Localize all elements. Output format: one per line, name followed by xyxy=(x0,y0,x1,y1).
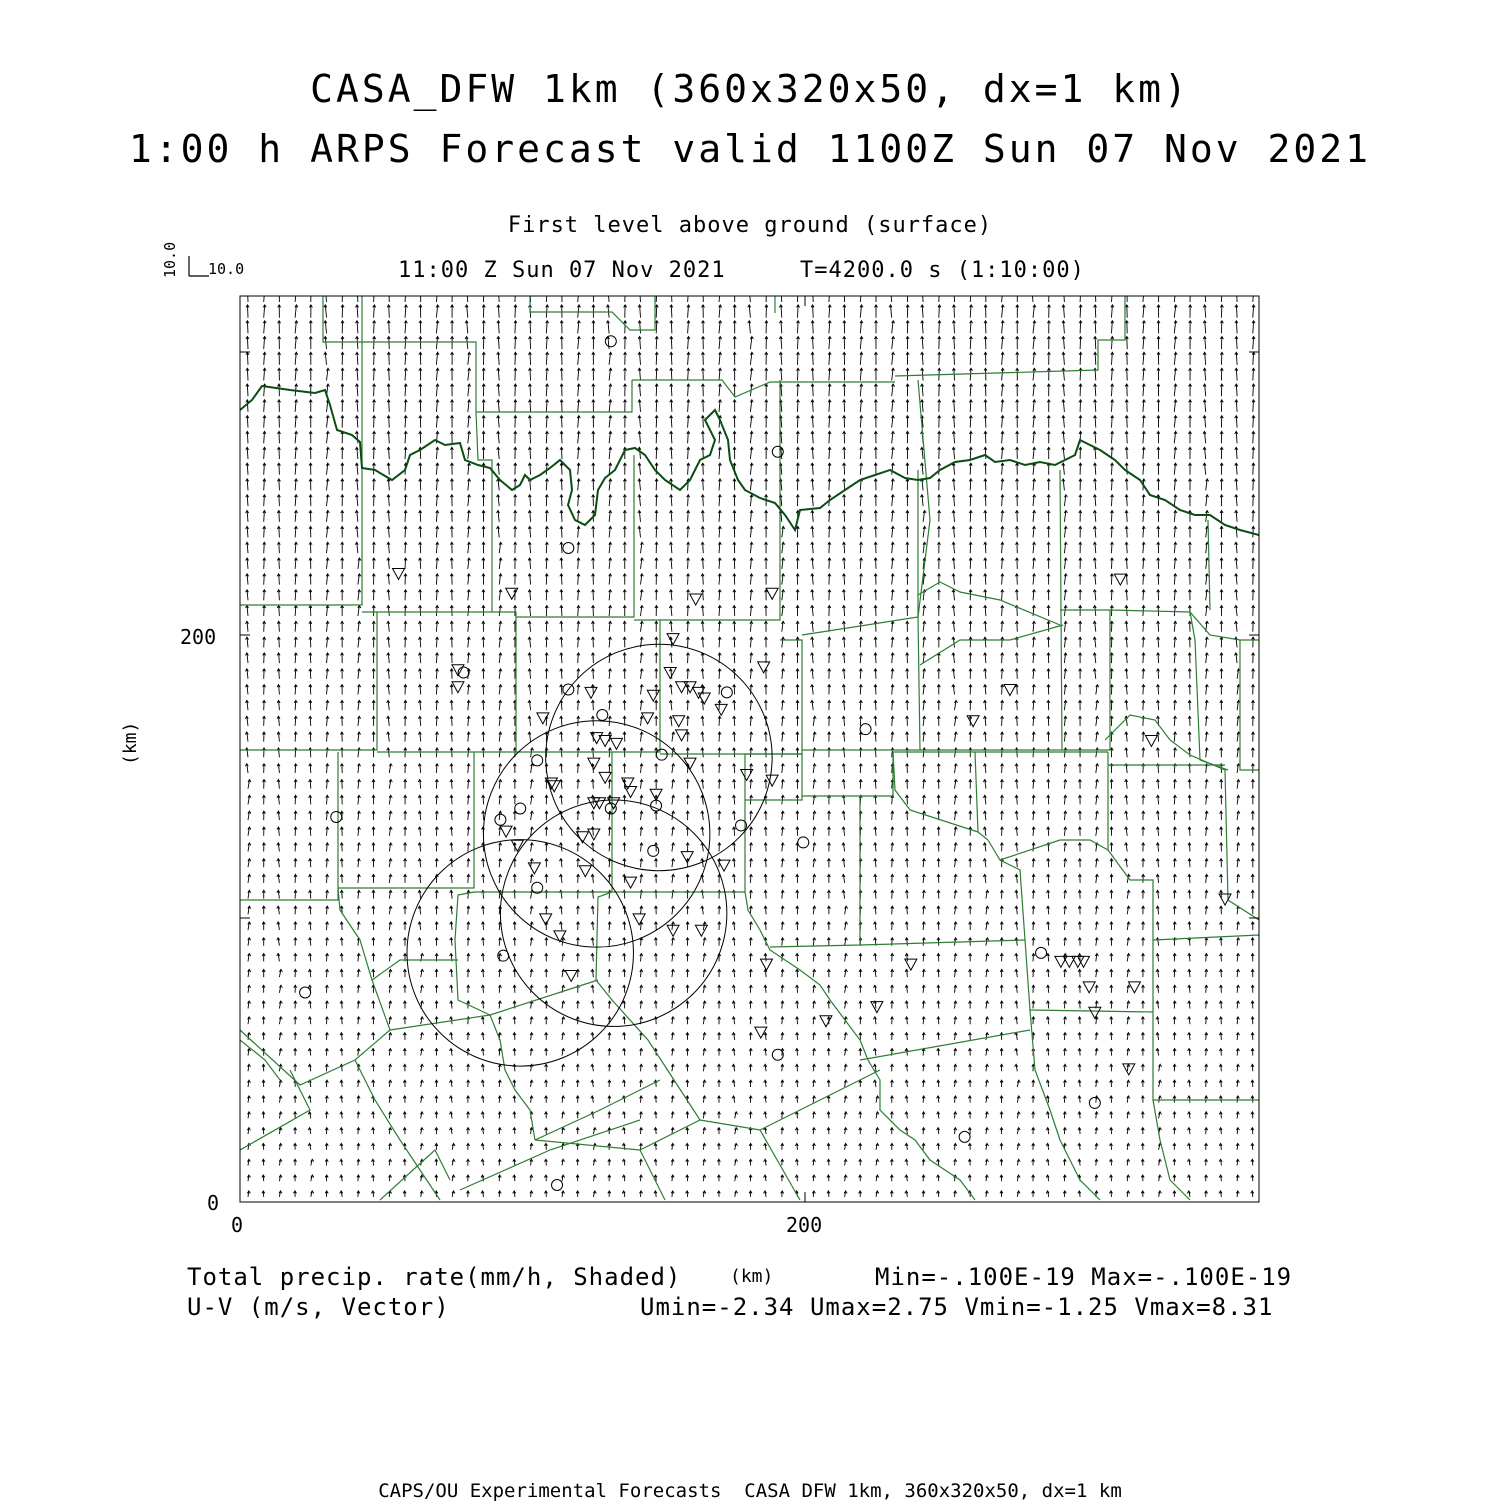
x-tick-label: 0 xyxy=(231,1213,244,1237)
station-circle-marker xyxy=(532,755,543,766)
station-triangle-marker xyxy=(1089,1007,1101,1018)
vector-reference-v-label: 10.0 xyxy=(161,241,179,278)
wind-vector-field xyxy=(245,289,1255,1197)
footer-caption: CAPS/OU Experimental Forecasts CASA DFW 1km, 360x320x50, dx=1 km xyxy=(378,1480,1122,1502)
station-triangle-marker xyxy=(967,716,979,727)
station-triangle-marker xyxy=(588,829,600,840)
station-triangle-marker xyxy=(500,826,512,837)
station-circle-marker xyxy=(563,542,574,553)
level-subtitle: First level above ground (surface) xyxy=(507,213,993,238)
state-border xyxy=(240,386,1259,535)
station-triangle-marker xyxy=(766,588,778,599)
station-circle-marker xyxy=(605,336,616,347)
station-triangle-marker xyxy=(676,730,688,741)
station-triangle-marker xyxy=(715,704,727,715)
station-triangle-marker xyxy=(511,840,523,851)
station-triangle-marker xyxy=(647,690,659,701)
vector-field-label: U-V (m/s, Vector) xyxy=(187,1293,450,1321)
station-triangle-marker xyxy=(565,971,577,982)
station-circle-marker xyxy=(300,987,311,998)
station-triangle-marker xyxy=(1004,685,1016,696)
y-axis-label: (km) xyxy=(120,721,141,765)
station-circle-marker xyxy=(552,1180,563,1191)
y-tick-label: 0 xyxy=(207,1191,220,1215)
station-circle-marker xyxy=(495,814,506,825)
station-triangle-marker xyxy=(718,860,730,871)
station-triangle-marker xyxy=(588,758,600,769)
station-triangle-marker xyxy=(1083,982,1095,993)
station-triangle-marker xyxy=(690,594,702,605)
station-triangle-marker xyxy=(1145,736,1157,747)
county-boundaries xyxy=(240,296,1259,1200)
station-triangle-marker xyxy=(537,713,549,724)
station-triangle-marker xyxy=(766,775,778,786)
x-tick-label: 200 xyxy=(786,1213,823,1237)
station-circle-marker xyxy=(798,837,809,848)
station-circle-marker xyxy=(721,687,732,698)
wind-vector-arrows xyxy=(245,289,1255,1197)
station-triangle-marker xyxy=(905,959,917,970)
station-circle-marker xyxy=(1089,1097,1100,1108)
station-triangle-marker xyxy=(758,662,770,673)
station-triangle-marker xyxy=(554,931,566,942)
station-circle-marker xyxy=(1036,947,1047,958)
station-circle-marker xyxy=(515,803,526,814)
station-circle-marker xyxy=(772,446,783,457)
vector-reference-u-label: 10.0 xyxy=(208,260,245,278)
station-triangle-marker xyxy=(667,634,679,645)
title-line-1: CASA_DFW 1km (360x320x50, dx=1 km) xyxy=(310,67,1190,111)
vector-reference xyxy=(189,256,209,276)
model-time: T=4200.0 s (1:10:00) xyxy=(800,258,1085,283)
station-triangle-marker xyxy=(528,863,540,874)
station-triangle-marker xyxy=(676,682,688,693)
station-triangle-marker xyxy=(610,738,622,749)
station-circle-marker xyxy=(498,950,509,961)
y-tick-label: 200 xyxy=(180,625,217,649)
station-circle-marker xyxy=(656,749,667,760)
shaded-field-label: Total precip. rate(mm/h, Shaded) xyxy=(187,1263,682,1291)
station-triangle-marker xyxy=(452,682,464,693)
station-triangle-marker xyxy=(633,914,645,925)
station-circle-marker xyxy=(597,710,608,721)
station-circle-marker xyxy=(648,845,659,856)
station-triangle-marker xyxy=(695,925,707,936)
station-triangle-marker xyxy=(625,877,637,888)
radar-range-ring xyxy=(500,800,726,1026)
station-triangle-marker xyxy=(820,1016,832,1027)
uv-range-readout: Umin=-2.34 Umax=2.75 Vmin=-1.25 Vmax=8.31 xyxy=(640,1293,1274,1321)
title-line-2: 1:00 h ARPS Forecast valid 1100Z Sun 07 Nov 2021 xyxy=(128,127,1372,171)
station-triangle-marker xyxy=(625,786,637,797)
station-triangle-marker xyxy=(667,925,679,936)
valid-time: 11:00 Z Sun 07 Nov 2021 xyxy=(398,258,726,283)
station-triangle-marker xyxy=(673,716,685,727)
station-triangle-marker xyxy=(506,588,518,599)
station-circle-marker xyxy=(959,1131,970,1142)
station-triangle-marker xyxy=(579,866,591,877)
station-triangle-marker xyxy=(871,1002,883,1013)
x-axis-label: (km) xyxy=(730,1266,774,1287)
station-triangle-marker xyxy=(622,778,634,789)
station-triangle-marker xyxy=(1114,574,1126,585)
station-circle-marker xyxy=(860,724,871,735)
station-triangle-marker xyxy=(585,687,597,698)
station-circle-marker xyxy=(331,811,342,822)
station-triangle-marker xyxy=(393,568,405,579)
radar-range-ring xyxy=(407,840,633,1066)
min-max-readout: Min=-.100E-19 Max=-.100E-19 xyxy=(875,1263,1293,1291)
